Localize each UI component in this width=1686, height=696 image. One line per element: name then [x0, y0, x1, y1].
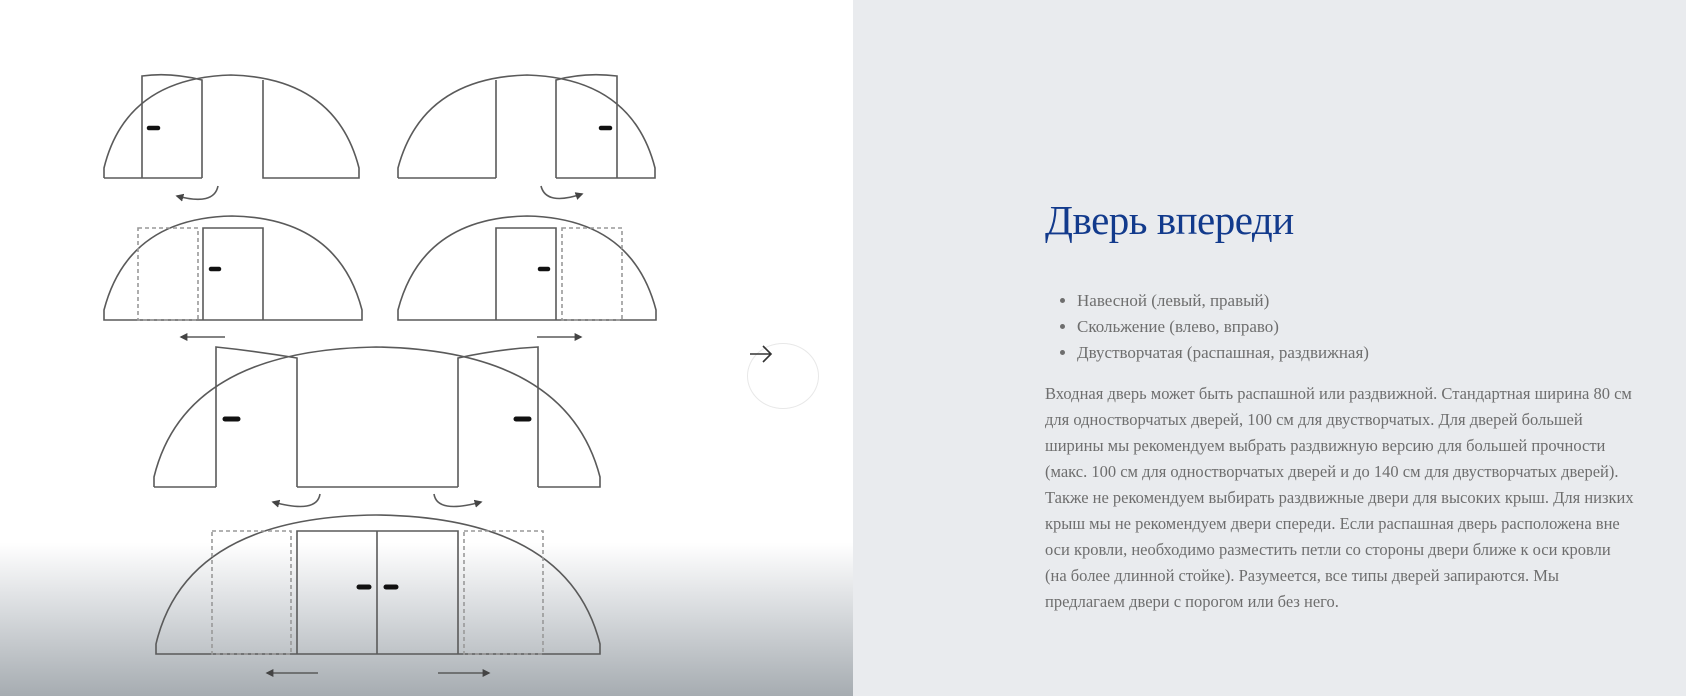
list-item: • Двустворчатая (распашная, раздвижная)	[1077, 340, 1369, 366]
sliding-left-door-diagram	[104, 216, 362, 337]
page-title: Дверь впереди	[1045, 197, 1294, 243]
door-types-list	[1045, 288, 1369, 366]
description-text: Входная дверь может быть распашной или раздвижной. Стандартная ширина 80 см для одностворчатых дверей, 100 см для двустворчатых. Для дверей большей ширины мы рекомендуем выбрать раздвижную версию для большей прочности (макс. 100 см для одностворчатых дверей и до 140 см для двустворчатых дверей). Также не рекомендуем выбирать раздвижные двери для высоких крыш. Для низких крыш мы не рекомендуем двери спереди. Если распашная дверь расположена вне оси кровли, необходимо разместить петли со стороны двери ближе к оси кровли (на более длинной стойке). Разумеется, все типы дверей запираются. Мы предлагаем двери с порогом или без него.	[1045, 384, 1634, 611]
list-item: • Скольжение (влево, вправо)	[1077, 314, 1369, 340]
list-item: • Навесной (левый, правый)	[1077, 288, 1369, 314]
sliding-right-door-diagram	[398, 216, 656, 337]
double-hinged-door-diagram	[154, 347, 600, 507]
hinged-right-door-diagram	[398, 75, 655, 199]
info-panel	[853, 0, 1686, 696]
hinged-left-door-diagram	[104, 75, 359, 200]
next-slide-button[interactable]	[747, 343, 819, 409]
arrow-right-icon	[748, 344, 774, 364]
double-sliding-door-diagram	[156, 515, 600, 673]
